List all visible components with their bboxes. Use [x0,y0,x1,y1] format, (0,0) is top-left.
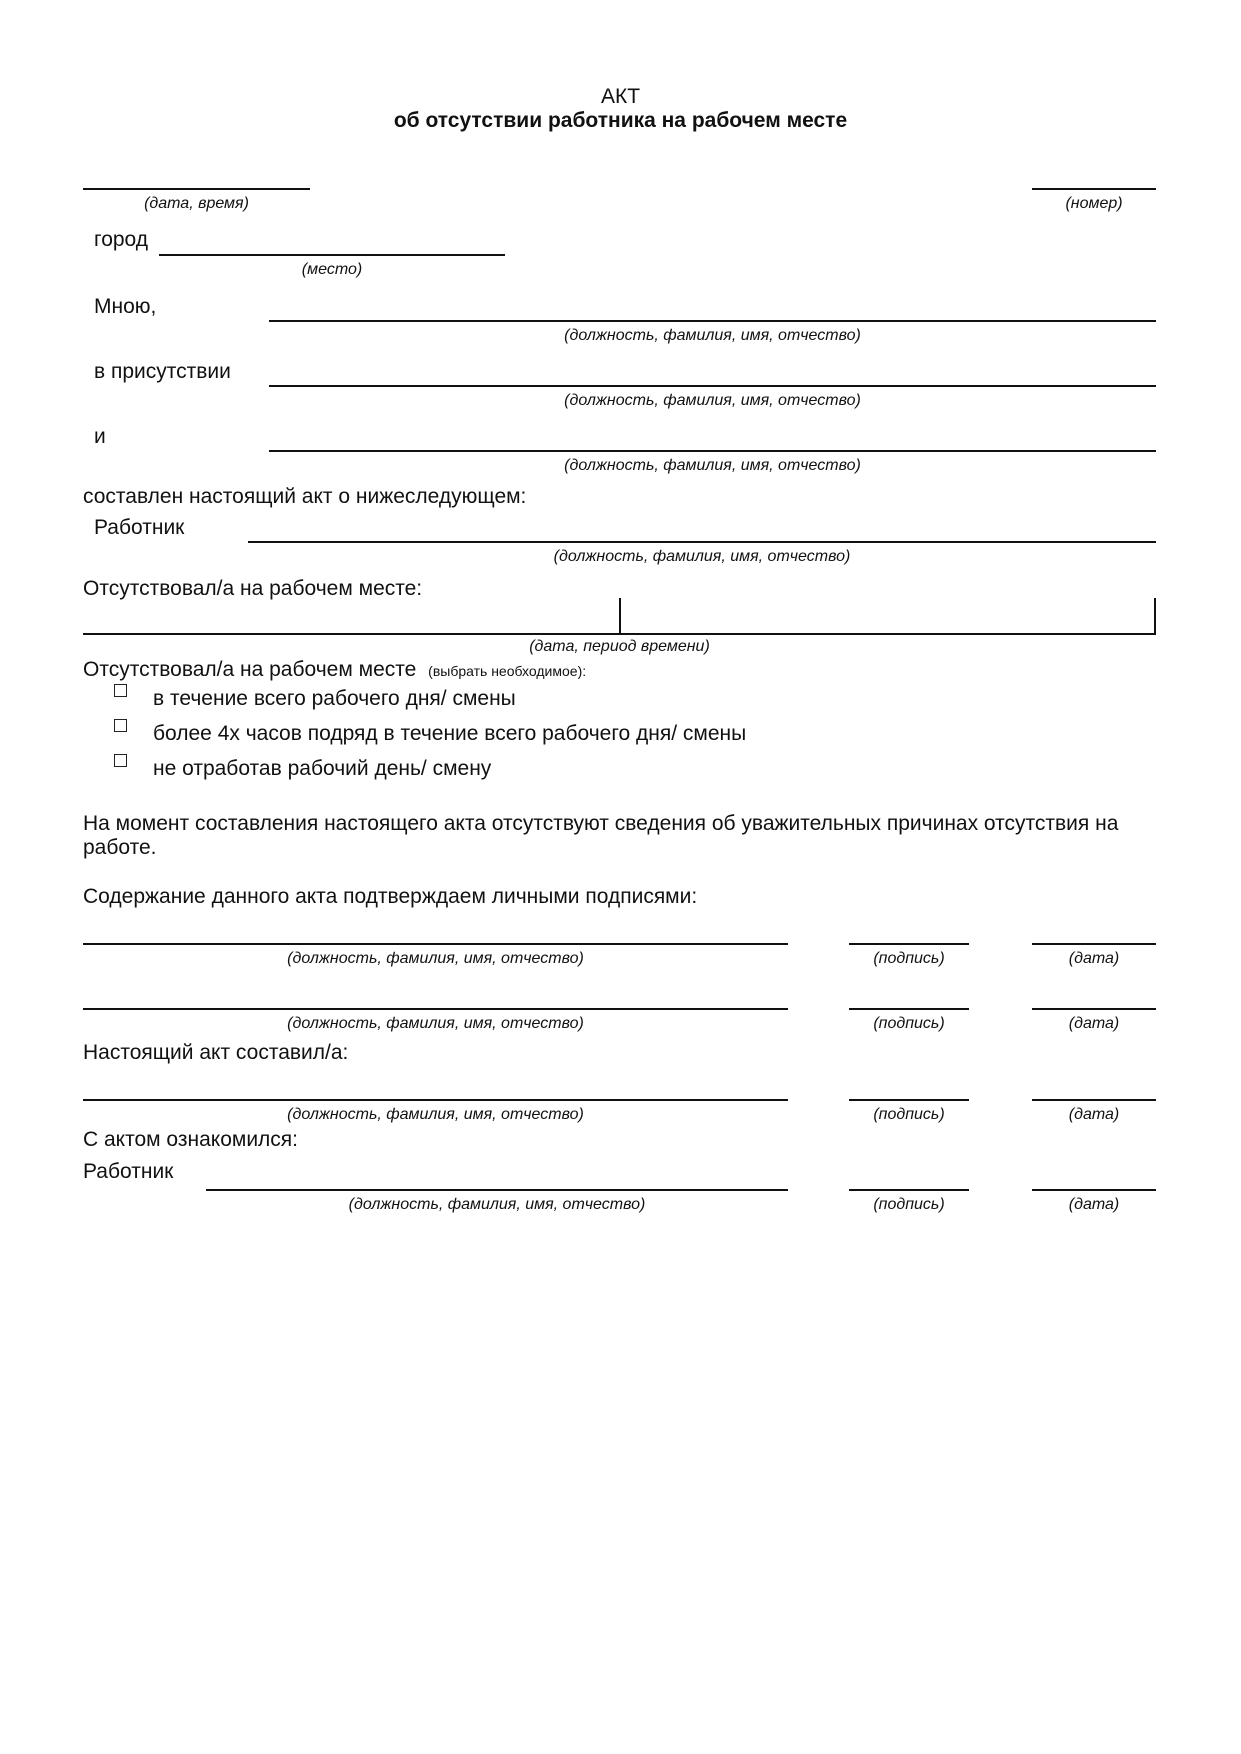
presence-person-caption: (должность, фамилия, имя, отчество) [564,392,861,409]
city-label: город [94,228,149,251]
period-caption: (дата, период времени) [529,638,710,655]
presence-person-field[interactable] [269,385,1156,387]
date-time-field[interactable] [83,188,310,190]
absent-choose-text: Отсутствовал/а на рабочем месте [83,658,417,681]
and-person-field[interactable] [269,450,1156,452]
acquainted-label: С актом ознакомился: [83,1128,299,1151]
me-person-field[interactable] [269,320,1156,322]
me-person-caption: (должность, фамилия, имя, отчество) [564,327,861,344]
acquainted-date-caption: (дата) [1068,1196,1120,1213]
doc-title: АКТ [600,85,641,108]
worker-label: Работник [94,516,185,539]
acquainted-signature-field[interactable] [849,1189,969,1191]
period-end-tick [1154,598,1156,634]
no-reason-text-line1: На момент составления настоящего акта отсутствуют сведения об уважительных причинах отсутствия на [83,812,1119,835]
composer-signature-caption: (подпись) [873,1106,945,1123]
and-person-caption: (должность, фамилия, имя, отчество) [564,457,861,474]
me-label: Мною, [94,295,157,318]
sign1-date-field[interactable] [1032,943,1156,945]
place-caption: (место) [301,261,363,278]
doc-subtitle: об отсутствии работника на рабочем месте [393,109,848,132]
absent-label: Отсутствовал/а на рабочем месте: [83,577,423,600]
sign2-person-field[interactable] [83,1008,788,1010]
presence-label: в присутствии [94,360,231,383]
worker-field[interactable] [248,541,1156,543]
worker-caption: (должность, фамилия, имя, отчество) [553,548,851,565]
period-divider [619,598,621,634]
choose-note: (выбрать необходимое): [428,663,587,679]
acquainted-person-caption: (должность, фамилия, имя, отчество) [348,1196,646,1213]
option-full-day-label: в течение всего рабочего дня/ смены [153,687,516,710]
sign2-date-field[interactable] [1032,1008,1156,1010]
sign2-signature-caption: (подпись) [873,1015,945,1032]
absent-choose-label [83,659,586,680]
confirm-text: Содержание данного акта подтверждаем личными подписями: [83,885,698,908]
no-reason-text-line2: работе. [83,836,157,859]
option-not-worked-checkbox[interactable] [114,754,127,767]
option-over-4h-checkbox[interactable] [114,719,127,732]
date-time-caption: (дата, время) [144,195,249,212]
composer-person-caption: (должность, фамилия, имя, отчество) [287,1106,584,1123]
option-over-4h-label: более 4х часов подряд в течение всего рабочего дня/ смены [153,722,747,745]
statement-intro: составлен настоящий акт о нижеследующем: [83,485,527,508]
acquainted-date-field[interactable] [1032,1189,1156,1191]
number-caption: (номер) [1065,195,1123,212]
composer-signature-field[interactable] [849,1099,969,1101]
and-label: и [94,425,106,448]
number-field[interactable] [1032,188,1156,190]
city-field[interactable] [159,254,505,256]
sign1-signature-caption: (подпись) [873,950,945,967]
sign2-person-caption: (должность, фамилия, имя, отчество) [287,1015,584,1032]
composer-date-caption: (дата) [1068,1106,1120,1123]
sign1-person-field[interactable] [83,943,788,945]
sign2-date-caption: (дата) [1068,1015,1120,1032]
composer-date-field[interactable] [1032,1099,1156,1101]
sign1-signature-field[interactable] [849,943,969,945]
sign1-person-caption: (должность, фамилия, имя, отчество) [287,950,584,967]
acquainted-worker-label: Работник [83,1160,174,1183]
sign2-signature-field[interactable] [849,1008,969,1010]
composed-label: Настоящий акт составил/а: [83,1041,349,1064]
sign1-date-caption: (дата) [1068,950,1120,967]
composer-person-field[interactable] [83,1099,788,1101]
option-not-worked-label: не отработав рабочий день/ смену [153,757,492,780]
acquainted-person-field[interactable] [206,1189,788,1191]
acquainted-signature-caption: (подпись) [873,1196,945,1213]
option-full-day-checkbox[interactable] [114,684,127,697]
